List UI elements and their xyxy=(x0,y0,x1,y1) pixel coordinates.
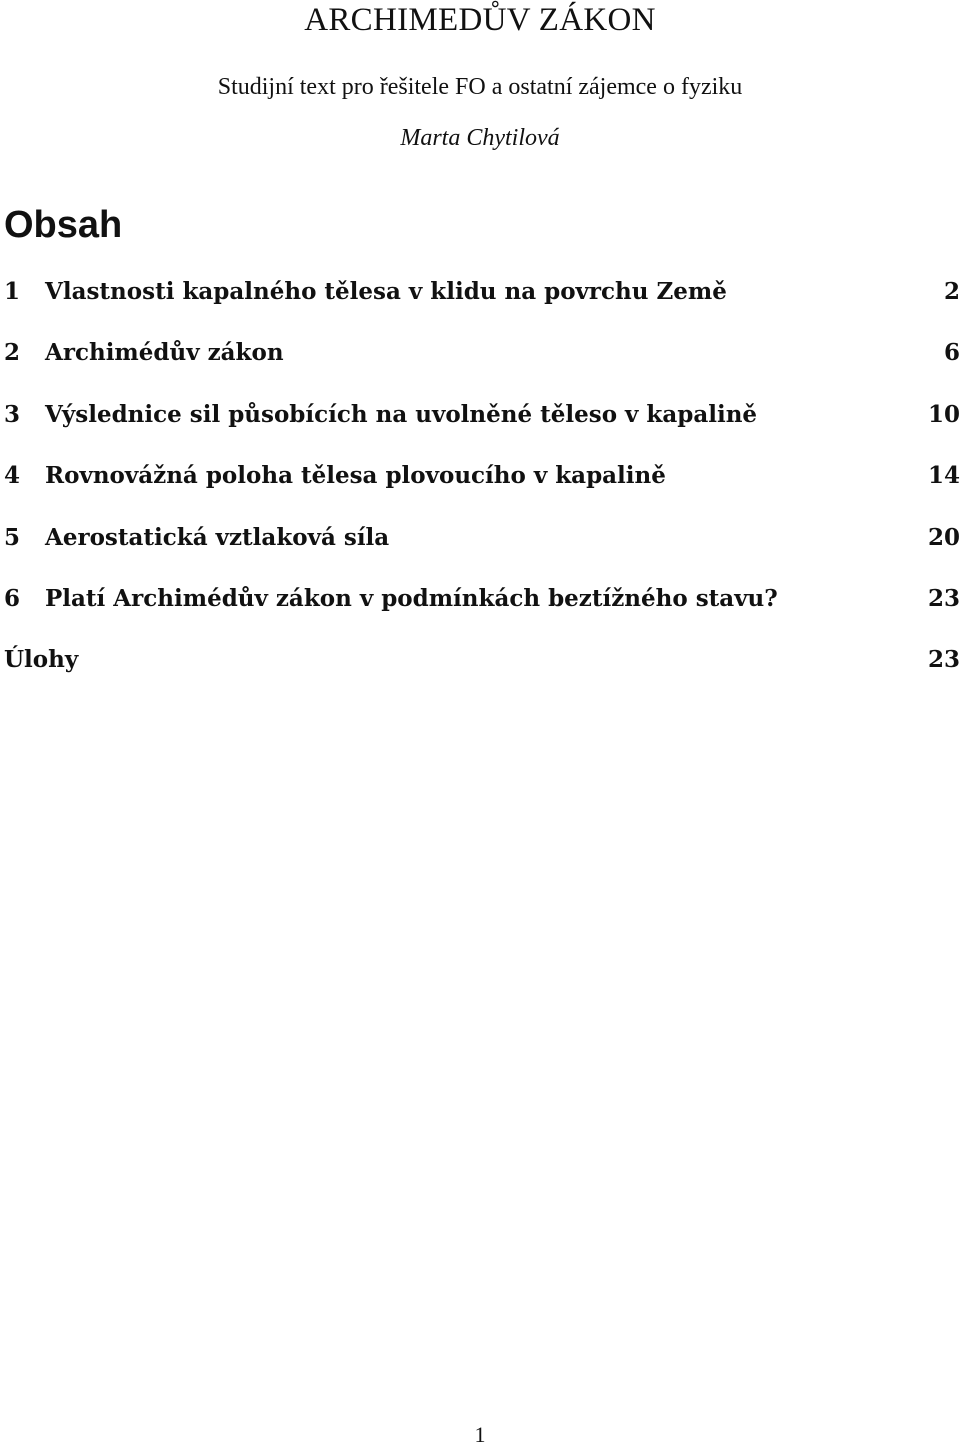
toc-entry[interactable] xyxy=(4,461,960,522)
toc-entry-page: 20 xyxy=(927,523,960,551)
toc-entry-number: 2 xyxy=(4,339,21,367)
document-subtitle: Studijní text pro řešitele FO a ostatní zájemce o fyziku xyxy=(217,74,743,100)
toc-entry-page: 2 xyxy=(943,278,960,305)
toc-entry-page: 14 xyxy=(927,462,960,490)
toc-entry-title: Rovnovážná poloha tělesa plovoucího v kapalině xyxy=(45,462,666,490)
toc-entry-page: 23 xyxy=(927,584,960,612)
table-of-contents xyxy=(4,277,960,707)
toc-entry-number: 1 xyxy=(4,278,21,305)
toc-entry-number: 3 xyxy=(4,400,21,428)
toc-entry-number: 4 xyxy=(4,462,21,490)
toc-entry[interactable] xyxy=(4,400,960,461)
toc-entry[interactable] xyxy=(4,523,960,584)
toc-entry-title: Aerostatická vztlaková síla xyxy=(45,523,390,551)
toc-entry-number: 5 xyxy=(4,523,21,551)
page-number: 1 xyxy=(474,1422,486,1447)
toc-heading: Obsah xyxy=(4,204,123,246)
toc-entry-page: 10 xyxy=(927,400,960,428)
toc-entry-title: Archimédův zákon xyxy=(45,339,284,367)
toc-entry[interactable] xyxy=(4,645,960,706)
toc-entry-title: Úlohy xyxy=(4,646,79,674)
toc-entry-page: 23 xyxy=(927,646,960,674)
toc-entry[interactable] xyxy=(4,338,960,399)
document-author: Marta Chytilová xyxy=(400,125,560,151)
toc-entry-page: 6 xyxy=(943,339,960,367)
toc-entry-title: Vlastnosti kapalného tělesa v klidu na povrchu Země xyxy=(45,278,727,305)
toc-entry[interactable] xyxy=(4,277,960,338)
toc-entry-title: Platí Archimédův zákon v podmínkách beztížného stavu? xyxy=(45,584,778,612)
toc-entry-title: Výslednice sil působících na uvolněné těleso v kapalině xyxy=(45,400,758,428)
toc-entry-number: 6 xyxy=(4,584,21,612)
document-title: ARCHIMEDŮV ZÁKON xyxy=(304,2,656,38)
toc-entry[interactable] xyxy=(4,584,960,645)
